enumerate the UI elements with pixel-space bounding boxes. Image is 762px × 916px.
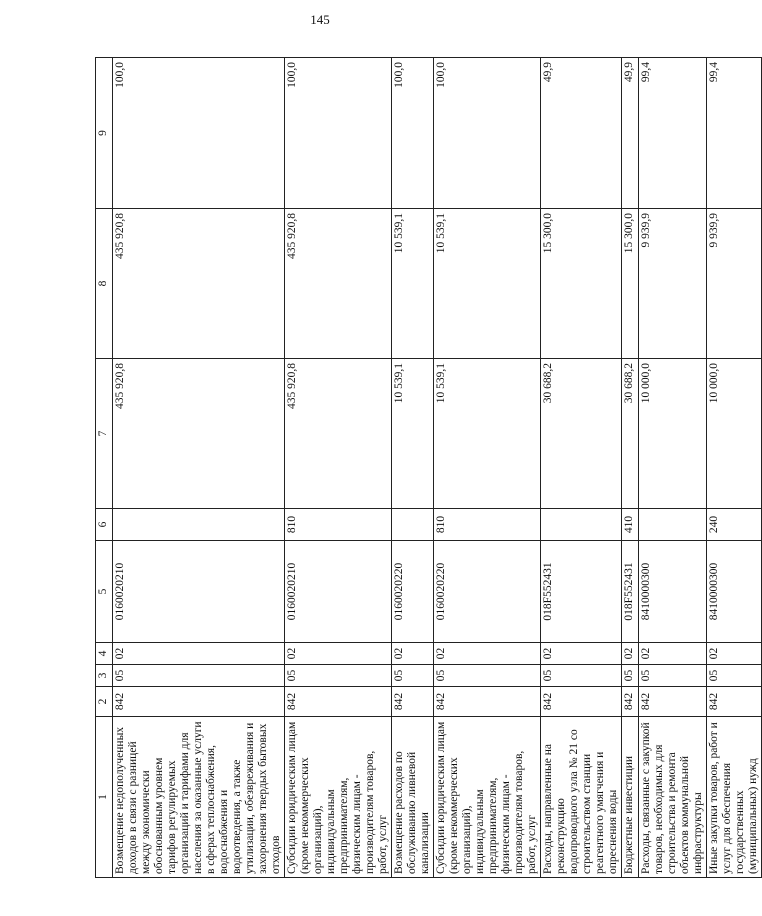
cell-c3: 05	[707, 665, 762, 687]
table-row	[639, 58, 707, 878]
cell-c3: 05	[285, 665, 392, 687]
cell-c8: 10 539,1	[434, 209, 541, 359]
cell-c4: 02	[392, 643, 434, 665]
cell-c4: 02	[541, 643, 622, 665]
cell-c4: 02	[622, 643, 639, 665]
table-row	[392, 58, 434, 878]
cell-c3: 05	[622, 665, 639, 687]
row-name: Расходы, связанные с закупкой товаров, необходимых для строительства и ремонта объектов коммунальной инфраструктуры	[639, 717, 707, 878]
cell-c8: 15 300,0	[541, 209, 622, 359]
cell-c5: 0160020210	[113, 541, 285, 643]
cell-c4: 02	[707, 643, 762, 665]
row-name: Возмещение расходов по обслуживанию ливневой канализации	[392, 717, 434, 878]
table-row	[434, 58, 541, 878]
budget-table	[95, 57, 762, 878]
column-header: 5	[96, 541, 113, 643]
cell-c8: 435 920,8	[113, 209, 285, 359]
row-name: Расходы, направленные на реконструкцию водопроводного узла № 21 со строительством станции реагентного умягчения и опреснения воды	[541, 717, 622, 878]
page-number: 145	[310, 12, 330, 27]
row-name: Иные закупки товаров, работ и услуг для обеспечения государственных (муниципальных) нужд	[707, 717, 762, 878]
column-header: 7	[96, 359, 113, 509]
cell-c8: 9 939,9	[639, 209, 707, 359]
cell-c6	[541, 509, 622, 541]
column-header: 3	[96, 665, 113, 687]
cell-c3: 05	[113, 665, 285, 687]
cell-c8: 9 939,9	[707, 209, 762, 359]
column-header: 2	[96, 687, 113, 717]
cell-c2: 842	[541, 687, 622, 717]
cell-c7: 10 000,0	[707, 359, 762, 509]
cell-c7: 435 920,8	[113, 359, 285, 509]
cell-c3: 05	[434, 665, 541, 687]
cell-c4: 02	[285, 643, 392, 665]
cell-c9: 99,4	[707, 58, 762, 209]
cell-c4: 02	[434, 643, 541, 665]
table-row	[113, 58, 285, 878]
column-header: 1	[96, 717, 113, 878]
cell-c9: 100,0	[285, 58, 392, 209]
cell-c6: 810	[285, 509, 392, 541]
cell-c7: 10 539,1	[392, 359, 434, 509]
cell-c5: 018F552431	[622, 541, 639, 643]
cell-c2: 842	[622, 687, 639, 717]
cell-c7: 435 920,8	[285, 359, 392, 509]
table-row	[285, 58, 392, 878]
cell-c6: 810	[434, 509, 541, 541]
cell-c2: 842	[707, 687, 762, 717]
table-row	[707, 58, 762, 878]
column-header: 4	[96, 643, 113, 665]
cell-c7: 30 688,2	[541, 359, 622, 509]
cell-c9: 100,0	[434, 58, 541, 209]
cell-c3: 05	[639, 665, 707, 687]
table-row	[541, 58, 622, 878]
cell-c9: 100,0	[113, 58, 285, 209]
cell-c4: 02	[639, 643, 707, 665]
cell-c3: 05	[392, 665, 434, 687]
cell-c2: 842	[285, 687, 392, 717]
cell-c9: 99,4	[639, 58, 707, 209]
cell-c7: 10 000,0	[639, 359, 707, 509]
cell-c6: 240	[707, 509, 762, 541]
cell-c2: 842	[113, 687, 285, 717]
cell-c2: 842	[434, 687, 541, 717]
cell-c7: 10 539,1	[434, 359, 541, 509]
table-row	[622, 58, 639, 878]
cell-c5: 0160020220	[434, 541, 541, 643]
column-header: 9	[96, 58, 113, 209]
cell-c4: 02	[113, 643, 285, 665]
rotated-table-container	[95, 58, 759, 878]
cell-c8: 15 300,0	[622, 209, 639, 359]
row-name: Субсидии юридическим лицам (кроме некоммерческих организаций), индивидуальным предпринимателям, физическим лицам - производителям товаров, работ, услуг	[285, 717, 392, 878]
cell-c9: 100,0	[392, 58, 434, 209]
cell-c5: 018F552431	[541, 541, 622, 643]
cell-c6: 410	[622, 509, 639, 541]
cell-c9: 49,9	[622, 58, 639, 209]
cell-c5: 8410000300	[707, 541, 762, 643]
row-name: Возмещение недополученных доходов в связи с разницей между экономически обоснованным уровнем тарифов регулируемых организаций и тарифами для населения за оказанные услуги в сферах теплоснабжения, водоснабжения и водоотведения, а также утилизации, обезвреживания и захоронения твердых бытовых отходов	[113, 717, 285, 878]
cell-c5: 0160020210	[285, 541, 392, 643]
cell-c6	[392, 509, 434, 541]
cell-c6	[113, 509, 285, 541]
cell-c6	[639, 509, 707, 541]
cell-c8: 10 539,1	[392, 209, 434, 359]
column-header: 8	[96, 209, 113, 359]
cell-c3: 05	[541, 665, 622, 687]
column-header: 6	[96, 509, 113, 541]
cell-c2: 842	[392, 687, 434, 717]
row-name: Субсидии юридическим лицам (кроме некоммерческих организаций), индивидуальным предпринимателям, физическим лицам - производителям товаров, работ, услуг	[434, 717, 541, 878]
cell-c2: 842	[639, 687, 707, 717]
row-name: Бюджетные инвестиции	[622, 717, 639, 878]
cell-c7: 30 688,2	[622, 359, 639, 509]
column-number-row	[96, 58, 113, 878]
cell-c5: 0160020220	[392, 541, 434, 643]
cell-c8: 435 920,8	[285, 209, 392, 359]
cell-c9: 49,9	[541, 58, 622, 209]
cell-c5: 8410000300	[639, 541, 707, 643]
